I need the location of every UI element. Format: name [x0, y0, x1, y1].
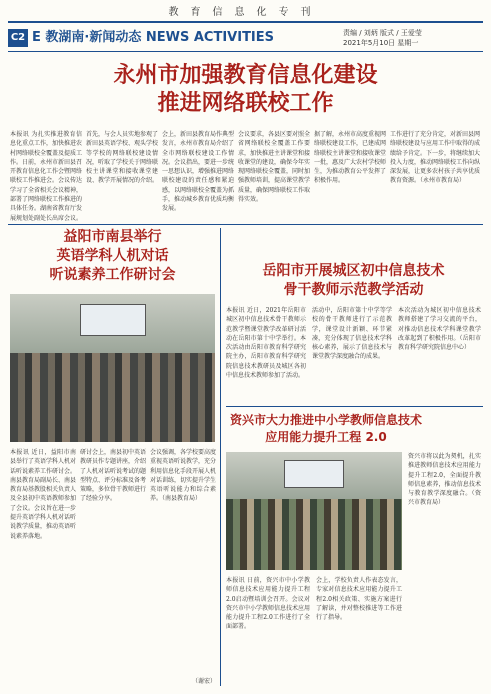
- zixing-col-1: 本报讯 日前，资兴市中小学教师信息技术应用能力提升工程2.0启动暨培训会召开。会议对资兴市中小学教师信息技术应用能力提升工程2.0工作进行了全面部署。: [226, 577, 311, 631]
- yueyang-col-2: 活动中，岳阳市第十中学等学校的骨干教师进行了示范教学，课堂设计新颖、环节紧凑，充分体现了信息技术学科核心素养，展示了信息技术与课堂教学深度融合的成果。: [312, 307, 392, 361]
- yueyang-rule: [226, 406, 483, 407]
- zixing-headline-line2: 应用能力提升工程 2.0: [265, 430, 387, 444]
- section-code-badge: C2: [8, 29, 28, 47]
- masthead-rule: [8, 21, 483, 23]
- yiyang-signature: （谢宏）: [192, 678, 217, 685]
- yueyang-col-3: 本次活动为城区初中信息技术教师搭建了学习交流的平台，对推动信息技术学科课堂教学改革起到了积极作用。（岳阳市教育科学研究院信息中心）: [398, 307, 481, 352]
- zixing-col-3: 资兴市将以此为契机，扎实推进教师信息技术应用能力提升工程2.0，全面提升教师信息素养，推动信息技术与教育教学深度融合。（资兴市教育局）: [408, 453, 481, 507]
- main-article-col-3: 会上，新田县教育局作典型发言，永州市教育局介绍了全市网络联校建设工作情况。会议指出，要进一步统一思想认识，增强推进网络联校建设的责任感和紧迫感，以网络联校全覆盖为抓手，推动城乡教育优质均衡发展。: [162, 131, 235, 213]
- section-header: [8, 28, 483, 50]
- zixing-headline: [226, 412, 426, 446]
- main-article-col-4: 会议要求，各县区要对照全省网络联校全覆盖工作要求，加快推进主讲课堂和接收课堂的建设，确保今年实现网络联校全覆盖，同时加强教师培训，提高课堂教学质量，确保网络联校工作取得实效。: [238, 131, 311, 204]
- yiyang-col-1: 本报讯 近日，益阳市南县举行了英语学科人机对话听说素养工作研讨会。南县教育局副局长、南县教育局基教股相关负责人及全县初中英语教师参加了会议。会议旨在进一步提升英语学科人机对话听说教学质量，推动英语听说素养落地。: [10, 449, 77, 540]
- zixing-training-photo: [226, 452, 402, 570]
- masthead: [0, 0, 491, 20]
- yiyang-headline-line3: 听说素养工作研讨会: [49, 267, 176, 283]
- yiyang-headline-line2: 英语学科人机对话: [56, 248, 169, 264]
- yiyang-col-2: 研讨会上，南县初中英语教研员作专题讲座，介绍了人机对话听说考试的题型特点、评分标准及备考策略，多位骨干教师进行了经验分享。: [80, 449, 147, 503]
- section-title: E 教湖南·新闻动态 NEWS ACTIVITIES: [32, 30, 275, 45]
- yueyang-headline-line1: 岳阳市开展城区初中信息技术: [262, 263, 445, 279]
- main-headline: [20, 62, 471, 118]
- main-article-col-5: 据了解，永州市高度重视网络联校建设工作，已建成网络联校主讲课堂和接收课堂一批，惠及广大农村学校师生，为推动教育公平发挥了积极作用。: [314, 131, 387, 185]
- column-divider: [220, 228, 221, 686]
- zixing-col-2: 会上，学校负责人作表态发言，专家对信息技术应用能力提升工程2.0相关政策、实施方案进行了解读，并对整校推进等工作进行了指导。: [316, 577, 402, 622]
- zixing-headline-line1: 资兴市大力推进中小学教师信息技术: [229, 413, 422, 427]
- yiyang-headline: [10, 228, 215, 285]
- yueyang-col-1: 本报讯 近日，2021年岳阳市城区初中信息技术骨干教师示范教学暨课堂教学改革研讨活动在岳阳市第十中学举行。本次活动由岳阳市教育科学研究院主办，岳阳市教育科学研究院信息技术教研员及城区各初中信息技术教师参加了活动。: [226, 307, 306, 380]
- main-headline-line2: 推进网络联校工作: [157, 91, 334, 116]
- yiyang-headline-line1: 益阳市南县举行: [63, 229, 162, 245]
- editor-credit: 责编 / 刘炳 版式 / 王爱莹: [343, 29, 422, 37]
- main-article-col-6: 工作进行了充分肯定，对新田县网络联校建设与应用工作中取得的成绩给予肯定。下一步，将继续加大投入力度，推动网络联校工作向纵深发展，让更多农村孩子共享优质教育资源。（永州市教育局）: [390, 131, 481, 185]
- main-headline-line1: 永州市加强教育信息化建设: [113, 63, 378, 88]
- main-article-col-2: 首先，与会人员实地参观了新田县英语学校、观头学校等学校的网络联校建设情况，听取了学校关于网络联校主讲课堂和接收课堂建设、教学开展情况的介绍。: [86, 131, 159, 185]
- yiyang-col-3: 会议强调，各学校要高度重视英语听说教学，充分利用信息化手段开展人机对话训练，切实提升学生英语听说能力和综合素养。（南县教育局）: [150, 449, 217, 503]
- main-article-col-1: 本报讯 为扎实推进教育信息化重点工作，加快推进农村网络联校全覆盖及提质工作。日前，永州市新田县召开教育信息化工作会暨网络联校工作推进会。会议传达学习了全省相关会议精神，部署了网络联校工作推进的具体任务。湖南省教育厅发展规划处副处长出席会议。: [10, 131, 83, 222]
- yueyang-headline-line2: 骨干教师示范教学活动: [283, 282, 424, 298]
- masthead-motto: 教育信息化专刊: [168, 7, 323, 18]
- yiyang-meeting-photo: [10, 294, 215, 442]
- yueyang-headline: [226, 262, 481, 300]
- issue-date: 2021年5月10日 星期一: [343, 39, 419, 47]
- section-rule: [8, 51, 483, 52]
- issue-info: [343, 28, 483, 48]
- main-article-rule: [8, 224, 483, 225]
